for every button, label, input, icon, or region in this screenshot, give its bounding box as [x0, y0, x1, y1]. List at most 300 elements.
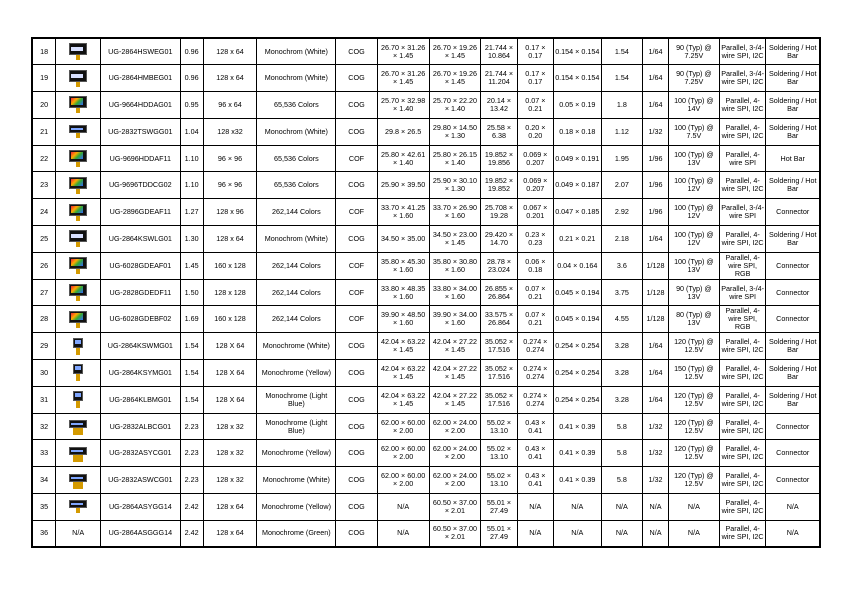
cell-dp: 0.154 × 0.154	[553, 65, 601, 92]
cell-pn: UG-9664HDDAG01	[100, 92, 180, 119]
cell-duty: 1/128	[643, 252, 669, 279]
cell-size: 1.04	[180, 118, 203, 145]
cell-aa: 29.80 × 14.50 × 1.30	[429, 118, 481, 145]
cell-iface: Parallel, 4-wire SPI, I2C	[719, 226, 766, 253]
cell-pitch: 21.744 × 11.204	[481, 65, 517, 92]
product-thumbnail-cell	[56, 65, 101, 92]
cell-mount: Connector	[766, 279, 820, 306]
cell-color: Monochrome (Light Blue)	[257, 413, 336, 440]
oled-module-icon	[68, 445, 88, 462]
cell-iface: Parallel, 4-wire SPI, I2C	[719, 467, 766, 494]
cell-iface: Parallel, 4-wire SPI, I2C	[719, 172, 766, 199]
oled-module-icon	[68, 338, 88, 355]
cell-no: 20	[32, 92, 56, 119]
table-row	[32, 467, 820, 494]
cell-aa: 62.00 × 24.00 × 2.00	[429, 413, 481, 440]
cell-dp: 0.049 × 0.191	[553, 145, 601, 172]
cell-outline: 29.8 × 26.5	[377, 118, 429, 145]
cell-mount: Connector	[766, 252, 820, 279]
cell-dp: 0.154 × 0.154	[553, 38, 601, 65]
product-thumbnail-cell	[56, 413, 101, 440]
cell-iface: Parallel, 3-/4-wire SPI, I2C	[719, 65, 766, 92]
cell-lum: 100 (Typ) @ 12V	[669, 172, 720, 199]
cell-color: Monochrome (Light Blue)	[257, 386, 336, 413]
cell-pitch: 35.052 × 17.516	[481, 333, 517, 360]
cell-dot: 0.274 × 0.274	[517, 333, 553, 360]
cell-pitch: 35.052 × 17.516	[481, 386, 517, 413]
cell-color: Monochrome (Yellow)	[257, 494, 336, 521]
product-thumbnail-cell	[56, 360, 101, 387]
cell-outline: 62.00 × 60.00 × 2.00	[377, 440, 429, 467]
cell-t: 3.28	[601, 360, 642, 387]
cell-aa: 25.70 × 22.20 × 1.40	[429, 92, 481, 119]
cell-size: 1.27	[180, 199, 203, 226]
cell-no: 32	[32, 413, 56, 440]
cell-type: COG	[336, 440, 377, 467]
product-thumbnail-cell	[56, 199, 101, 226]
cell-mount: Soldering / Hot Bar	[766, 386, 820, 413]
cell-lum: 100 (Typ) @ 14V	[669, 92, 720, 119]
cell-outline: 62.00 × 60.00 × 2.00	[377, 467, 429, 494]
cell-outline: 39.90 × 48.50 × 1.60	[377, 306, 429, 333]
cell-res: 128 x 32	[203, 440, 257, 467]
table-body	[32, 38, 820, 547]
cell-no: 24	[32, 199, 56, 226]
cell-lum: 120 (Typ) @ 12.5V	[669, 467, 720, 494]
cell-outline: 62.00 × 60.00 × 2.00	[377, 413, 429, 440]
cell-lum: 120 (Typ) @ 12.5V	[669, 413, 720, 440]
cell-t: 5.8	[601, 413, 642, 440]
cell-t: 3.28	[601, 333, 642, 360]
cell-t: 3.28	[601, 386, 642, 413]
cell-type: COG	[336, 467, 377, 494]
cell-dot: 0.069 × 0.207	[517, 172, 553, 199]
cell-t: 4.55	[601, 306, 642, 333]
cell-pn: UG-9696HDDAF11	[100, 145, 180, 172]
cell-no: 33	[32, 440, 56, 467]
cell-outline: 25.80 × 42.61 × 1.40	[377, 145, 429, 172]
oled-module-icon	[68, 311, 88, 328]
cell-aa: 34.50 × 23.00 × 1.45	[429, 226, 481, 253]
cell-t: 2.18	[601, 226, 642, 253]
product-thumbnail-cell	[56, 172, 101, 199]
cell-duty: 1/64	[643, 65, 669, 92]
cell-dot: N/A	[517, 494, 553, 521]
cell-dp: 0.047 × 0.185	[553, 199, 601, 226]
cell-outline: N/A	[377, 494, 429, 521]
cell-dot: 0.067 × 0.201	[517, 199, 553, 226]
cell-type: COG	[336, 92, 377, 119]
cell-pitch: 28.78 × 23.024	[481, 252, 517, 279]
cell-duty: 1/96	[643, 199, 669, 226]
cell-pn: UG-2864HMBEG01	[100, 65, 180, 92]
product-thumbnail-cell	[56, 467, 101, 494]
cell-no: 26	[32, 252, 56, 279]
table-row	[32, 440, 820, 467]
cell-dot: 0.07 × 0.21	[517, 92, 553, 119]
cell-dp: 0.049 × 0.187	[553, 172, 601, 199]
cell-iface: Parallel, 3-/4-wire SPI	[719, 199, 766, 226]
cell-no: 22	[32, 145, 56, 172]
cell-pn: UG-2864ASYGG14	[100, 494, 180, 521]
cell-dot: 0.06 × 0.18	[517, 252, 553, 279]
cell-aa: 25.90 × 30.10 × 1.30	[429, 172, 481, 199]
cell-aa: 60.50 × 37.00 × 2.01	[429, 520, 481, 547]
cell-outline: 42.04 × 63.22 × 1.45	[377, 386, 429, 413]
cell-no: 30	[32, 360, 56, 387]
cell-pitch: 29.420 × 14.70	[481, 226, 517, 253]
product-thumbnail-cell	[56, 494, 101, 521]
product-thumbnail-cell	[56, 306, 101, 333]
cell-dp: 0.18 × 0.18	[553, 118, 601, 145]
cell-no: 18	[32, 38, 56, 65]
cell-pn: UG-9696TDDCG02	[100, 172, 180, 199]
cell-outline: 35.80 × 45.30 × 1.60	[377, 252, 429, 279]
cell-dp: 0.41 × 0.39	[553, 467, 601, 494]
cell-duty: 1/64	[643, 38, 669, 65]
product-thumbnail-cell	[56, 252, 101, 279]
cell-size: 1.10	[180, 145, 203, 172]
cell-outline: 26.70 × 31.26 × 1.45	[377, 65, 429, 92]
cell-color: Monochrome (White)	[257, 333, 336, 360]
cell-mount: Soldering / Hot Bar	[766, 360, 820, 387]
cell-type: COG	[336, 413, 377, 440]
cell-pn: UG-2864HSWEG01	[100, 38, 180, 65]
cell-iface: Parallel, 3-/4-wire SPI, I2C	[719, 38, 766, 65]
cell-t: 5.8	[601, 467, 642, 494]
cell-color: 262,144 Colors	[257, 199, 336, 226]
product-thumbnail-cell	[56, 440, 101, 467]
cell-res: 128 x 32	[203, 467, 257, 494]
cell-res: 128 x 64	[203, 226, 257, 253]
cell-duty: 1/64	[643, 386, 669, 413]
cell-size: 2.42	[180, 520, 203, 547]
cell-t: 5.8	[601, 440, 642, 467]
cell-outline: 33.70 × 41.25 × 1.60	[377, 199, 429, 226]
cell-t: 1.8	[601, 92, 642, 119]
cell-dot: 0.43 × 0.41	[517, 467, 553, 494]
cell-outline: 34.50 × 35.00	[377, 226, 429, 253]
cell-aa: 25.80 × 26.15 × 1.40	[429, 145, 481, 172]
cell-mount: Hot Bar	[766, 145, 820, 172]
oled-module-icon	[68, 43, 88, 60]
cell-type: COG	[336, 172, 377, 199]
oled-module-icon	[68, 204, 88, 221]
oled-spec-table	[31, 37, 821, 548]
table-row	[32, 333, 820, 360]
table-row	[32, 38, 820, 65]
cell-type: COF	[336, 306, 377, 333]
cell-pn: UG-2832TSWGG01	[100, 118, 180, 145]
table-row	[32, 279, 820, 306]
cell-t: 2.07	[601, 172, 642, 199]
cell-lum: 150 (Typ) @ 12.5V	[669, 360, 720, 387]
cell-pn: UG-2864KLBMG01	[100, 386, 180, 413]
cell-lum: N/A	[669, 494, 720, 521]
table-row	[32, 172, 820, 199]
oled-module-icon	[68, 96, 88, 113]
cell-size: 2.23	[180, 413, 203, 440]
cell-type: COG	[336, 333, 377, 360]
cell-aa: 33.80 × 34.00 × 1.60	[429, 279, 481, 306]
cell-outline: 25.90 × 39.50	[377, 172, 429, 199]
cell-iface: Parallel, 4-wire SPI, I2C	[719, 494, 766, 521]
cell-type: COG	[336, 360, 377, 387]
cell-dp: 0.04 × 0.164	[553, 252, 601, 279]
cell-mount: Soldering / Hot Bar	[766, 172, 820, 199]
cell-duty: 1/128	[643, 306, 669, 333]
cell-outline: 25.70 × 32.98 × 1.40	[377, 92, 429, 119]
cell-no: 31	[32, 386, 56, 413]
cell-pitch: 25.58 × 6.38	[481, 118, 517, 145]
product-thumbnail-cell	[56, 226, 101, 253]
cell-size: 1.50	[180, 279, 203, 306]
cell-lum: N/A	[669, 520, 720, 547]
cell-lum: 80 (Typ) @ 13V	[669, 306, 720, 333]
cell-lum: 100 (Typ) @ 7.5V	[669, 118, 720, 145]
cell-res: 160 x 128	[203, 252, 257, 279]
cell-no: 21	[32, 118, 56, 145]
cell-type: COF	[336, 279, 377, 306]
cell-type: COG	[336, 520, 377, 547]
oled-module-icon	[68, 472, 88, 489]
cell-res: 128 x32	[203, 118, 257, 145]
cell-duty: 1/64	[643, 226, 669, 253]
cell-lum: 90 (Typ) @ 13V	[669, 279, 720, 306]
cell-iface: Parallel, 4-wire SPI, RGB	[719, 252, 766, 279]
cell-color: 65,536 Colors	[257, 145, 336, 172]
cell-size: 1.54	[180, 333, 203, 360]
cell-t: N/A	[601, 520, 642, 547]
product-thumbnail-cell	[56, 145, 101, 172]
cell-color: Monochrom (White)	[257, 38, 336, 65]
cell-duty: 1/32	[643, 440, 669, 467]
cell-dp: 0.05 × 0.19	[553, 92, 601, 119]
cell-mount: Connector	[766, 199, 820, 226]
cell-type: COF	[336, 199, 377, 226]
table-row	[32, 65, 820, 92]
cell-pn: UG-2896GDEAF11	[100, 199, 180, 226]
cell-outline: 26.70 × 31.26 × 1.45	[377, 38, 429, 65]
cell-iface: Parallel, 4-wire SPI, I2C	[719, 520, 766, 547]
cell-aa: 26.70 × 19.26 × 1.45	[429, 65, 481, 92]
cell-t: 2.92	[601, 199, 642, 226]
cell-iface: Parallel, 3-/4-wire SPI	[719, 279, 766, 306]
cell-size: 0.95	[180, 92, 203, 119]
cell-pitch: 55.01 × 27.49	[481, 494, 517, 521]
cell-mount: Soldering / Hot Bar	[766, 226, 820, 253]
cell-iface: Parallel, 4-wire SPI, I2C	[719, 386, 766, 413]
cell-size: 0.96	[180, 38, 203, 65]
cell-res: 128 x 64	[203, 494, 257, 521]
cell-pn: UG-6028GDEAF01	[100, 252, 180, 279]
cell-mount: Connector	[766, 440, 820, 467]
cell-res: 128 x 64	[203, 520, 257, 547]
product-thumbnail-cell	[56, 279, 101, 306]
cell-duty: N/A	[643, 494, 669, 521]
cell-dp: 0.254 × 0.254	[553, 386, 601, 413]
cell-pn: UG-2832ALBCG01	[100, 413, 180, 440]
cell-lum: 120 (Typ) @ 12.5V	[669, 440, 720, 467]
cell-lum: 100 (Typ) @ 13V	[669, 145, 720, 172]
cell-t: 1.12	[601, 118, 642, 145]
cell-iface: Parallel, 4-wire SPI, I2C	[719, 92, 766, 119]
cell-duty: 1/96	[643, 145, 669, 172]
product-thumbnail-cell	[56, 333, 101, 360]
cell-mount: Soldering / Hot Bar	[766, 92, 820, 119]
cell-dot: 0.43 × 0.41	[517, 440, 553, 467]
table-row	[32, 92, 820, 119]
cell-dot: 0.07 × 0.21	[517, 279, 553, 306]
cell-no: 27	[32, 279, 56, 306]
table-row	[32, 252, 820, 279]
cell-duty: 1/128	[643, 279, 669, 306]
cell-t: 3.75	[601, 279, 642, 306]
cell-aa: 42.04 × 27.22 × 1.45	[429, 360, 481, 387]
product-thumbnail-cell	[56, 118, 101, 145]
cell-dot: 0.17 × 0.17	[517, 65, 553, 92]
cell-no: 19	[32, 65, 56, 92]
cell-aa: 39.90 × 34.00 × 1.60	[429, 306, 481, 333]
cell-res: 128 x 32	[203, 413, 257, 440]
cell-dot: 0.43 × 0.41	[517, 413, 553, 440]
cell-mount: N/A	[766, 494, 820, 521]
cell-pitch: 19.852 × 19.856	[481, 145, 517, 172]
cell-dot: 0.274 × 0.274	[517, 386, 553, 413]
table-row	[32, 145, 820, 172]
cell-pitch: 55.01 × 27.49	[481, 520, 517, 547]
cell-color: Monochrome (Green)	[257, 520, 336, 547]
cell-color: Monochrome (Yellow)	[257, 440, 336, 467]
cell-no: 23	[32, 172, 56, 199]
cell-mount: Connector	[766, 467, 820, 494]
cell-pn: UG-6028GDEBF02	[100, 306, 180, 333]
product-thumbnail-cell	[56, 92, 101, 119]
oled-module-icon	[68, 498, 88, 515]
cell-dp: 0.254 × 0.254	[553, 333, 601, 360]
oled-module-icon	[68, 230, 88, 247]
cell-duty: 1/64	[643, 92, 669, 119]
cell-mount: Soldering / Hot Bar	[766, 65, 820, 92]
cell-dp: 0.045 × 0.194	[553, 279, 601, 306]
cell-lum: 100 (Typ) @ 12V	[669, 199, 720, 226]
cell-color: 262,144 Colors	[257, 279, 336, 306]
cell-color: Monochrom (White)	[257, 118, 336, 145]
cell-mount: Soldering / Hot Bar	[766, 333, 820, 360]
cell-aa: 42.04 × 27.22 × 1.45	[429, 333, 481, 360]
cell-dot: 0.069 × 0.207	[517, 145, 553, 172]
cell-lum: 100 (Typ) @ 13V	[669, 252, 720, 279]
cell-pitch: 19.852 × 19.852	[481, 172, 517, 199]
oled-module-icon	[68, 284, 88, 301]
cell-dp: 0.41 × 0.39	[553, 440, 601, 467]
cell-no: 36	[32, 520, 56, 547]
table-row	[32, 306, 820, 333]
cell-aa: 62.00 × 24.00 × 2.00	[429, 467, 481, 494]
cell-t: 1.95	[601, 145, 642, 172]
product-thumbnail-cell	[56, 386, 101, 413]
product-thumbnail-cell	[56, 38, 101, 65]
cell-size: 1.54	[180, 386, 203, 413]
cell-lum: 120 (Typ) @ 12.5V	[669, 386, 720, 413]
cell-t: 3.6	[601, 252, 642, 279]
cell-dp: N/A	[553, 520, 601, 547]
cell-pitch: 33.575 × 26.864	[481, 306, 517, 333]
cell-iface: Parallel, 4-wire SPI, I2C	[719, 118, 766, 145]
cell-dp: 0.254 × 0.254	[553, 360, 601, 387]
cell-mount: N/A	[766, 520, 820, 547]
cell-mount: Soldering / Hot Bar	[766, 38, 820, 65]
cell-size: 2.42	[180, 494, 203, 521]
cell-res: 128 x 96	[203, 199, 257, 226]
cell-size: 2.23	[180, 467, 203, 494]
cell-t: 1.54	[601, 38, 642, 65]
cell-type: COG	[336, 386, 377, 413]
cell-outline: 33.80 × 48.35 × 1.60	[377, 279, 429, 306]
table-row	[32, 520, 820, 547]
cell-pitch: 35.052 × 17.516	[481, 360, 517, 387]
cell-aa: 62.00 × 24.00 × 2.00	[429, 440, 481, 467]
cell-res: 128 X 64	[203, 360, 257, 387]
cell-pitch: 25.708 × 19.28	[481, 199, 517, 226]
cell-color: Monochrom (White)	[257, 65, 336, 92]
cell-iface: Parallel, 4-wire SPI, I2C	[719, 413, 766, 440]
oled-module-icon	[68, 391, 88, 408]
cell-type: COG	[336, 65, 377, 92]
cell-res: 96 × 96	[203, 172, 257, 199]
oled-module-icon	[68, 70, 88, 87]
cell-dot: N/A	[517, 520, 553, 547]
cell-res: 128 x 64	[203, 65, 257, 92]
cell-pitch: 55.02 × 13.10	[481, 467, 517, 494]
cell-pn: UG-2832ASWCG01	[100, 467, 180, 494]
cell-pitch: 55.02 × 13.10	[481, 413, 517, 440]
cell-aa: 33.70 × 26.90 × 1.60	[429, 199, 481, 226]
cell-no: 35	[32, 494, 56, 521]
cell-pitch: 20.14 × 13.42	[481, 92, 517, 119]
cell-lum: 100 (Typ) @ 12V	[669, 226, 720, 253]
cell-res: 128 X 64	[203, 386, 257, 413]
cell-dot: 0.20 × 0.20	[517, 118, 553, 145]
cell-color: 262,144 Colors	[257, 306, 336, 333]
cell-pn: UG-2832ASYCG01	[100, 440, 180, 467]
cell-mount: Soldering / Hot Bar	[766, 118, 820, 145]
oled-module-icon	[68, 418, 88, 435]
cell-outline: 42.04 × 63.22 × 1.45	[377, 360, 429, 387]
table-row	[32, 413, 820, 440]
cell-lum: 90 (Typ) @ 7.25V	[669, 38, 720, 65]
cell-duty: 1/32	[643, 467, 669, 494]
table-row	[32, 199, 820, 226]
product-thumbnail-cell: N/A	[56, 520, 101, 547]
spec-table-container	[31, 37, 821, 548]
cell-lum: 90 (Typ) @ 7.25V	[669, 65, 720, 92]
cell-lum: 120 (Typ) @ 12.5V	[669, 333, 720, 360]
cell-duty: 1/96	[643, 172, 669, 199]
cell-dp: 0.045 × 0.194	[553, 306, 601, 333]
table-row	[32, 360, 820, 387]
cell-type: COG	[336, 38, 377, 65]
cell-no: 28	[32, 306, 56, 333]
cell-type: COF	[336, 252, 377, 279]
cell-aa: 35.80 × 30.80 × 1.60	[429, 252, 481, 279]
cell-no: 25	[32, 226, 56, 253]
cell-pn: UG-2864ASGGG14	[100, 520, 180, 547]
cell-aa: 26.70 × 19.26 × 1.45	[429, 38, 481, 65]
cell-dot: 0.23 × 0.23	[517, 226, 553, 253]
cell-no: 34	[32, 467, 56, 494]
cell-iface: Parallel, 4-wire SPI, RGB	[719, 306, 766, 333]
